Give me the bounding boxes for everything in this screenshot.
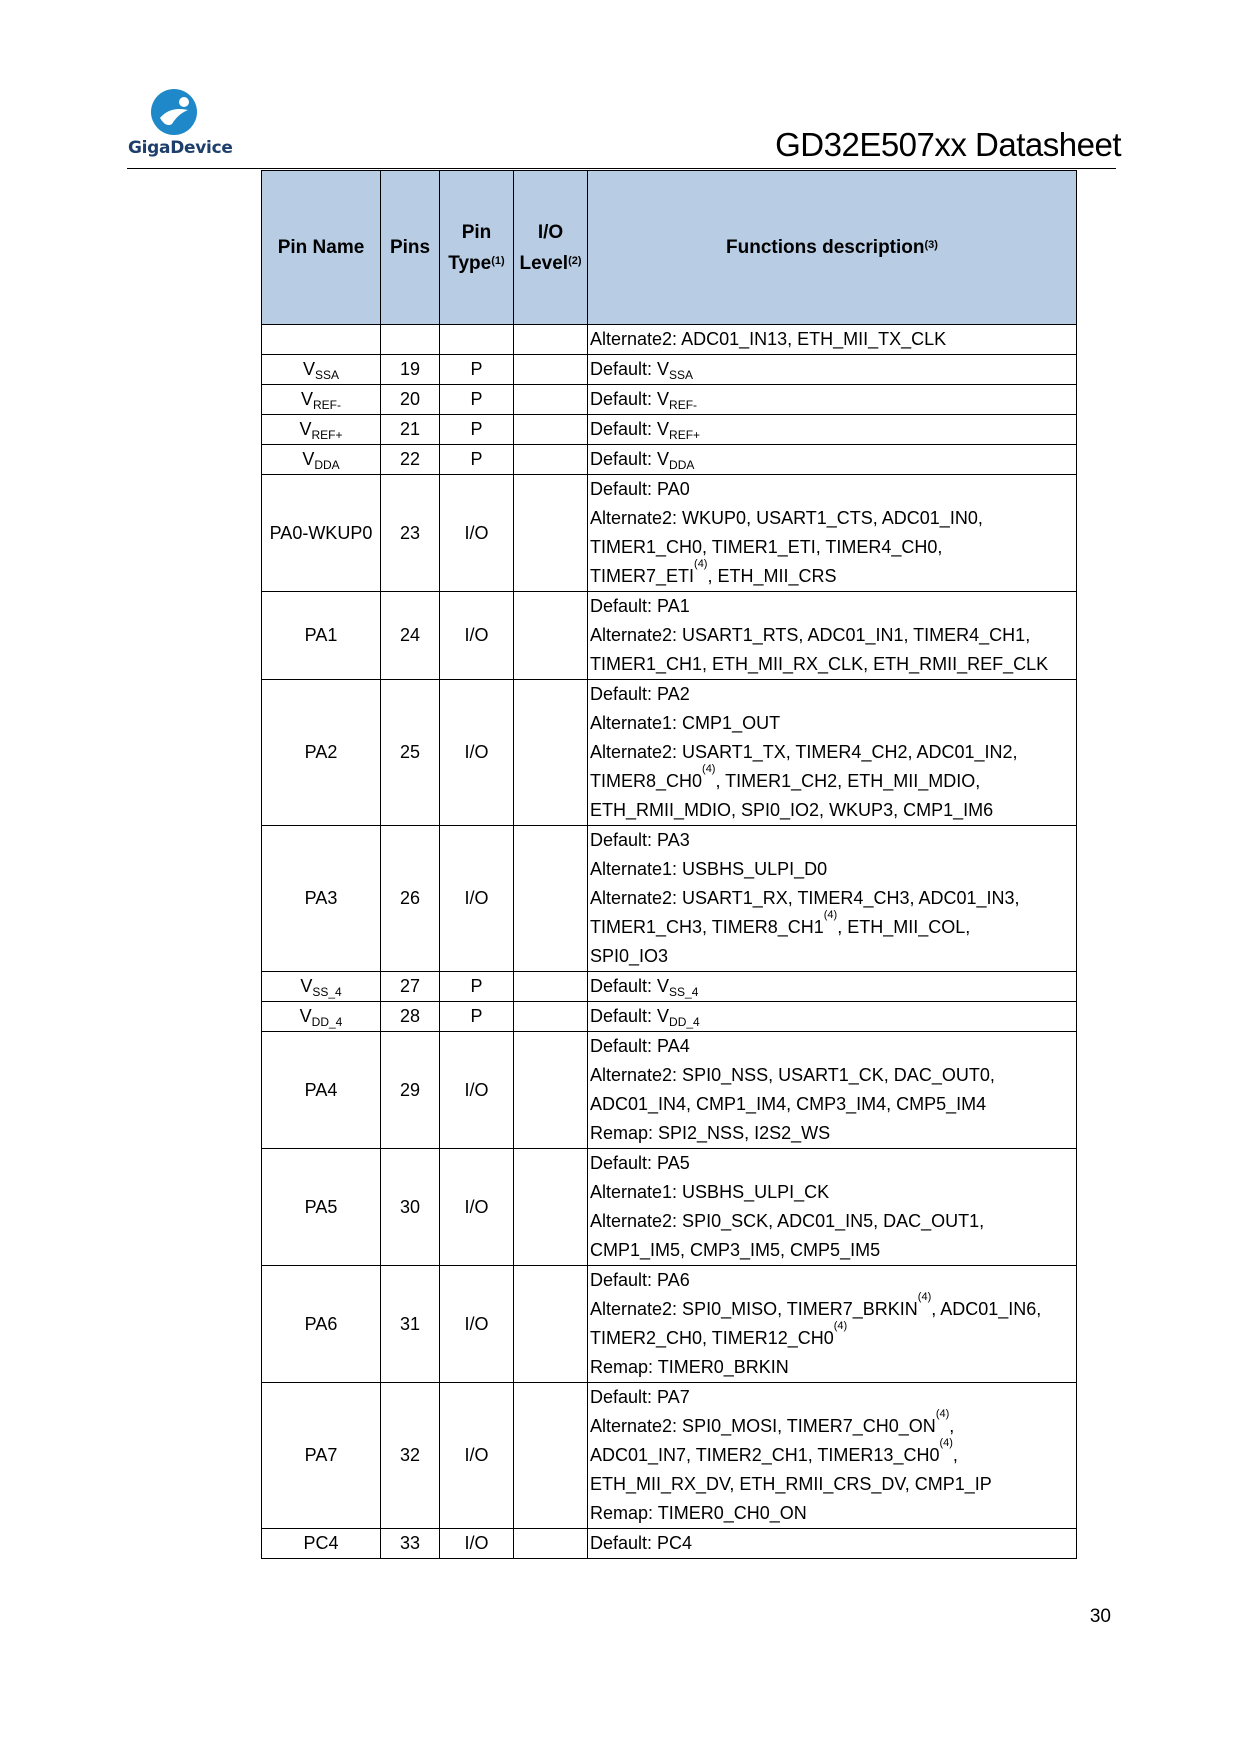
io-level-cell [514,415,588,445]
header-pin-type: Pin Type$^{(1)}$ [440,171,514,325]
table-row [262,1266,1077,1383]
pin-type-cell: I/O [440,475,514,592]
table-row [262,1383,1077,1529]
io-level-cell [514,1032,588,1149]
io-level-cell [514,680,588,826]
table-row [262,1149,1077,1266]
table-row [262,385,1077,415]
functions-cell [588,325,1077,355]
pin-number-cell: 32 [381,1383,440,1529]
functions-cell [588,1266,1077,1383]
function-line: Default: $V_{REF+}$ [590,419,701,442]
function-line: TIMER1_CH3, TIMER8_CH1$^{(4)}$, ETH_MII_COL, [590,909,971,937]
function-line: ADC01_IN4, CMP1_IM4, CMP3_IM4, CMP5_IM4 [590,1094,987,1114]
pin-type-cell: P [440,445,514,475]
table-row [262,972,1077,1002]
io-level-cell [514,1002,588,1032]
function-line: Default: $V_{DDA}$ [590,449,695,472]
table-row [262,355,1077,385]
table-row [262,1002,1077,1032]
io-level-cell [514,325,588,355]
pin-name-cell: PA0-WKUP0 [262,475,381,592]
functions-cell [588,355,1077,385]
function-line: Remap: TIMER0_CH0_ON [590,1503,807,1523]
function-line: TIMER8_CH0$^{(4)}$, TIMER1_CH2, ETH_MII_MDIO, [590,763,981,791]
functions-cell [588,680,1077,826]
io-level-cell [514,1149,588,1266]
io-level-cell [514,385,588,415]
function-line: Default: $V_{SSA}$ [590,359,694,382]
pin-type-cell: I/O [440,826,514,972]
function-line: Default: PA0 [590,479,690,499]
function-line: TIMER1_CH0, TIMER1_ETI, TIMER4_CH0, [590,537,943,557]
pin-type-cell: I/O [440,1149,514,1266]
function-line: CMP1_IM5, CMP3_IM5, CMP5_IM5 [590,1240,881,1260]
function-line: ETH_RMII_MDIO, SPI0_IO2, WKUP3, CMP1_IM6 [590,800,994,820]
pin-name-cell: PA4 [262,1032,381,1149]
pin-type-cell: P [440,1002,514,1032]
pin-type-cell [440,325,514,355]
pin-name-cell: PA2 [262,680,381,826]
function-line: Alternate1: USBHS_ULPI_CK [590,1182,830,1202]
page-number: 30 [1089,1606,1111,1627]
function-line: TIMER1_CH1, ETH_MII_RX_CLK, ETH_RMII_REF_CLK [590,654,1049,674]
pin-name-cell: PA3 [262,826,381,972]
pin-number-cell: 25 [381,680,440,826]
function-line: SPI0_IO3 [590,946,669,966]
function-line: Default: $V_{DD\_4}$ [590,1006,700,1029]
functions-cell [588,1149,1077,1266]
function-line: Default: PA7 [590,1387,690,1407]
pin-type-cell: I/O [440,592,514,680]
pin-type-cell: I/O [440,680,514,826]
function-line: Default: $V_{REF-}$ [590,389,698,412]
pin-number-cell: 19 [381,355,440,385]
pin-number-cell: 24 [381,592,440,680]
function-line: Default: $V_{SS\_4}$ [590,976,699,999]
pin-name-cell: $V_{SSA}$ [262,355,381,385]
document-title: GD32E507xx Datasheet [775,126,1121,163]
function-line: Default: PA1 [590,596,690,616]
function-line: Default: PA6 [590,1270,690,1290]
table-row [262,826,1077,972]
io-level-cell [514,972,588,1002]
function-line: Alternate2: SPI0_SCK, ADC01_IN5, DAC_OUT1, [590,1211,985,1231]
function-line: Alternate2: SPI0_MISO, TIMER7_BRKIN$^{(4)}$, ADC01_IN6, [590,1291,1042,1319]
pin-number-cell: 21 [381,415,440,445]
pin-definition-table [261,170,1077,1559]
function-line: Alternate1: USBHS_ULPI_D0 [590,859,828,879]
header-pin-name: Pin Name [262,171,381,325]
function-line: Alternate2: SPI0_NSS, USART1_CK, DAC_OUT0, [590,1065,995,1085]
table-row [262,325,1077,355]
table-header-row [262,171,1077,325]
function-line: Default: PA2 [590,684,690,704]
pin-name-cell: PA5 [262,1149,381,1266]
io-level-cell [514,1383,588,1529]
function-line: Default: PA4 [590,1036,690,1056]
io-level-cell [514,1529,588,1559]
table-row [262,1529,1077,1559]
function-line: Alternate2: USART1_TX, TIMER4_CH2, ADC01_IN2, [590,742,1018,762]
pin-type-cell: P [440,355,514,385]
function-line: Alternate2: WKUP0, USART1_CTS, ADC01_IN0, [590,508,983,528]
function-line: Remap: TIMER0_BRKIN [590,1357,789,1377]
function-line: Default: PA5 [590,1153,690,1173]
pin-name-cell [262,325,381,355]
pin-name-cell: $V_{SS\_4}$ [262,972,381,1002]
table-row [262,680,1077,826]
brand-name: GigaDevice [128,138,233,158]
function-line: Default: PA3 [590,830,690,850]
function-line: Alternate1: CMP1_OUT [590,713,781,733]
function-line: Alternate2: SPI0_MOSI, TIMER7_CH0_ON$^{(4)}$, [590,1408,955,1436]
function-line: ADC01_IN7, TIMER2_CH1, TIMER13_CH0$^{(4)}$, [590,1437,958,1465]
functions-cell [588,972,1077,1002]
pin-name-cell: $V_{DDA}$ [262,445,381,475]
pin-number-cell: 29 [381,1032,440,1149]
pin-number-cell [381,325,440,355]
function-line: Alternate2: ADC01_IN13, ETH_MII_TX_CLK [590,329,947,349]
functions-cell [588,1002,1077,1032]
functions-cell [588,826,1077,972]
company-logo [128,88,238,164]
functions-cell [588,445,1077,475]
functions-cell [588,415,1077,445]
io-level-cell [514,475,588,592]
table-row [262,445,1077,475]
pin-type-cell: I/O [440,1383,514,1529]
header-divider [127,168,1116,169]
pin-type-cell: P [440,385,514,415]
io-level-cell [514,1266,588,1383]
header-io-level: I/O Level$^{(2)}$ [514,171,588,325]
header-functions: Functions description$^{(3)}$ [588,171,1077,325]
function-line: Alternate2: USART1_RTS, ADC01_IN1, TIMER4_CH1, [590,625,1031,645]
function-line: TIMER2_CH0, TIMER12_CH0$^{(4)}$ [590,1320,848,1348]
pin-number-cell: 23 [381,475,440,592]
pin-name-cell: $V_{REF+}$ [262,415,381,445]
functions-cell [588,1529,1077,1559]
functions-cell [588,1383,1077,1529]
functions-cell [588,1032,1077,1149]
pin-name-cell: PA7 [262,1383,381,1529]
function-line: Remap: SPI2_NSS, I2S2_WS [590,1123,831,1143]
table-row [262,475,1077,592]
table-row [262,592,1077,680]
pin-number-cell: 28 [381,1002,440,1032]
pin-type-cell: I/O [440,1032,514,1149]
pin-number-cell: 27 [381,972,440,1002]
function-line: Default: PC4 [590,1533,693,1553]
pin-number-cell: 33 [381,1529,440,1559]
functions-cell [588,592,1077,680]
functions-cell [588,385,1077,415]
pin-number-cell: 31 [381,1266,440,1383]
table-body [262,325,1077,1559]
io-level-cell [514,826,588,972]
pin-number-cell: 30 [381,1149,440,1266]
header-pins: Pins [381,171,440,325]
pin-name-cell: $V_{REF-}$ [262,385,381,415]
pin-name-cell: PA1 [262,592,381,680]
functions-cell [588,475,1077,592]
pin-type-cell: P [440,415,514,445]
pin-number-cell: 20 [381,385,440,415]
io-level-cell [514,355,588,385]
pin-name-cell: $V_{DD\_4}$ [262,1002,381,1032]
pin-name-cell: PA6 [262,1266,381,1383]
io-level-cell [514,445,588,475]
function-line: ETH_MII_RX_DV, ETH_RMII_CRS_DV, CMP1_IP [590,1474,992,1494]
pin-type-cell: P [440,972,514,1002]
pin-number-cell: 26 [381,826,440,972]
pin-number-cell: 22 [381,445,440,475]
pin-type-cell: I/O [440,1529,514,1559]
table-row [262,415,1077,445]
gigadevice-logo-icon [148,88,200,138]
table-row [262,1032,1077,1149]
io-level-cell [514,592,588,680]
pin-type-cell: I/O [440,1266,514,1383]
function-line: Alternate2: USART1_RX, TIMER4_CH3, ADC01_IN3, [590,888,1020,908]
function-line: TIMER7_ETI$^{(4)}$, ETH_MII_CRS [590,558,837,586]
pin-name-cell: PC4 [262,1529,381,1559]
